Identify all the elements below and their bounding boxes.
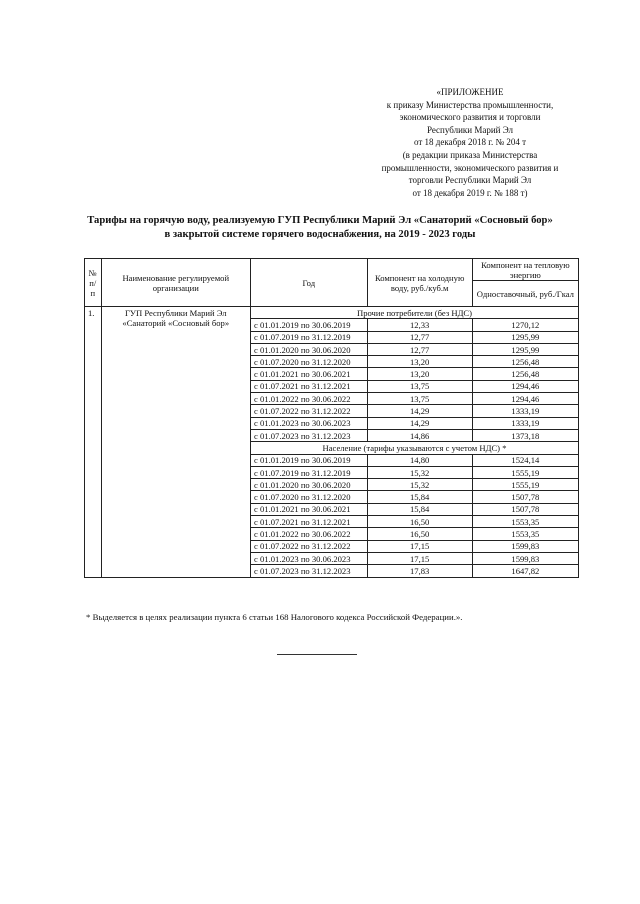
section-title: Население (тарифы указываются с учетом НДС) *: [251, 442, 579, 454]
cold-water-cell: 15,84: [367, 491, 472, 503]
thermal-energy-cell: 1553,35: [472, 516, 578, 528]
thermal-energy-cell: 1333,19: [472, 405, 578, 417]
thermal-energy-cell: 1507,78: [472, 503, 578, 515]
period-cell: с 01.01.2023 по 30.06.2023: [251, 417, 368, 429]
cold-water-cell: 14,86: [367, 429, 472, 441]
cold-water-cell: 12,77: [367, 343, 472, 355]
header-thermal-energy: Компонент на тепловую энергию: [472, 259, 578, 281]
appendix-line: промышленности, экономического развития и: [381, 162, 559, 173]
period-cell: с 01.01.2023 по 30.06.2023: [251, 552, 368, 564]
thermal-energy-cell: 1599,83: [472, 540, 578, 552]
cold-water-cell: 17,15: [367, 540, 472, 552]
thermal-energy-cell: 1270,12: [472, 319, 578, 331]
period-cell: с 01.01.2022 по 30.06.2022: [251, 393, 368, 405]
cold-water-cell: 13,75: [367, 380, 472, 392]
appendix-line: экономического развития и торговли: [399, 112, 541, 123]
appendix-line: от 18 декабря 2019 г. № 188 т): [412, 187, 528, 198]
period-cell: с 01.07.2022 по 31.12.2022: [251, 405, 368, 417]
tariffs-table: [84, 258, 579, 578]
period-cell: с 01.01.2021 по 30.06.2021: [251, 368, 368, 380]
period-cell: с 01.01.2020 по 30.06.2020: [251, 343, 368, 355]
cold-water-cell: 16,50: [367, 516, 472, 528]
appendix-line: (в редакции приказа Министерства: [402, 149, 538, 160]
period-cell: с 01.07.2022 по 31.12.2022: [251, 540, 368, 552]
period-cell: с 01.07.2023 по 31.12.2023: [251, 565, 368, 577]
thermal-energy-cell: 1599,83: [472, 552, 578, 564]
appendix-line: торговли Республики Марий Эл: [408, 175, 532, 186]
period-cell: с 01.07.2019 по 31.12.2019: [251, 331, 368, 343]
title-line-2: в закрытой системе горячего водоснабжения, на 2019 - 2023 годы: [164, 229, 476, 240]
cold-water-cell: 13,20: [367, 368, 472, 380]
cold-water-cell: 13,75: [367, 393, 472, 405]
header-single-rate: Одноставочный, руб./Гкал: [472, 281, 578, 307]
cold-water-cell: 15,84: [367, 503, 472, 515]
period-cell: с 01.07.2020 по 31.12.2020: [251, 491, 368, 503]
period-cell: с 01.07.2021 по 31.12.2021: [251, 516, 368, 528]
organization-name: ГУП Республики Марий Эл «Санаторий «Сосновый бор»: [101, 307, 251, 578]
cold-water-cell: 12,77: [367, 331, 472, 343]
row-number: 1.: [85, 307, 102, 578]
cold-water-cell: 17,15: [367, 552, 472, 564]
period-cell: с 01.07.2023 по 31.12.2023: [251, 429, 368, 441]
thermal-energy-cell: 1373,18: [472, 429, 578, 441]
cold-water-cell: 14,29: [367, 405, 472, 417]
table-body: [85, 307, 579, 578]
thermal-energy-cell: 1333,19: [472, 417, 578, 429]
appendix-line: Республики Марий Эл: [426, 124, 514, 135]
period-cell: с 01.01.2019 по 30.06.2019: [251, 454, 368, 466]
period-cell: с 01.01.2021 по 30.06.2021: [251, 503, 368, 515]
thermal-energy-cell: 1555,19: [472, 466, 578, 478]
cold-water-cell: 16,50: [367, 528, 472, 540]
header-organization: Наименование регулируемой организации: [101, 259, 251, 307]
cold-water-cell: 12,33: [367, 319, 472, 331]
appendix-header: [370, 86, 570, 199]
cold-water-cell: 13,20: [367, 356, 472, 368]
period-cell: с 01.01.2020 по 30.06.2020: [251, 479, 368, 491]
thermal-energy-cell: 1256,48: [472, 368, 578, 380]
cold-water-cell: 14,29: [367, 417, 472, 429]
period-cell: с 01.01.2022 по 30.06.2022: [251, 528, 368, 540]
header-cold-water: Компонент на холодную воду, руб./куб.м: [367, 259, 472, 307]
period-cell: с 01.07.2020 по 31.12.2020: [251, 356, 368, 368]
thermal-energy-cell: 1256,48: [472, 356, 578, 368]
footnote: * Выделяется в целях реализации пункта 6 статьи 168 Налогового кодекса Российской Федерации.».: [86, 612, 463, 622]
cold-water-cell: 14,80: [367, 454, 472, 466]
thermal-energy-cell: 1295,99: [472, 343, 578, 355]
cold-water-cell: 15,32: [367, 466, 472, 478]
divider-line: [277, 654, 357, 655]
thermal-energy-cell: 1553,35: [472, 528, 578, 540]
appendix-line: от 18 декабря 2018 г. № 204 т: [413, 137, 527, 148]
thermal-energy-cell: 1294,46: [472, 380, 578, 392]
period-cell: с 01.07.2019 по 31.12.2019: [251, 466, 368, 478]
appendix-line: к приказу Министерства промышленности,: [386, 99, 554, 110]
appendix-line: «ПРИЛОЖЕНИЕ: [436, 87, 504, 97]
thermal-energy-cell: 1647,82: [472, 565, 578, 577]
section-row: [85, 307, 579, 319]
thermal-energy-cell: 1524,14: [472, 454, 578, 466]
title-line-1: Тарифы на горячую воду, реализуемую ГУП Республики Марий Эл «Санаторий «Сосновый бор»: [87, 215, 553, 226]
thermal-energy-cell: 1295,99: [472, 331, 578, 343]
period-cell: с 01.07.2021 по 31.12.2021: [251, 380, 368, 392]
header-year: Год: [251, 259, 368, 307]
thermal-energy-cell: 1555,19: [472, 479, 578, 491]
header-number: № п/п: [85, 259, 102, 307]
thermal-energy-cell: 1294,46: [472, 393, 578, 405]
period-cell: с 01.01.2019 по 30.06.2019: [251, 319, 368, 331]
cold-water-cell: 17,83: [367, 565, 472, 577]
section-title: Прочие потребители (без НДС): [251, 307, 579, 319]
thermal-energy-cell: 1507,78: [472, 491, 578, 503]
document-title: [60, 214, 580, 242]
cold-water-cell: 15,32: [367, 479, 472, 491]
